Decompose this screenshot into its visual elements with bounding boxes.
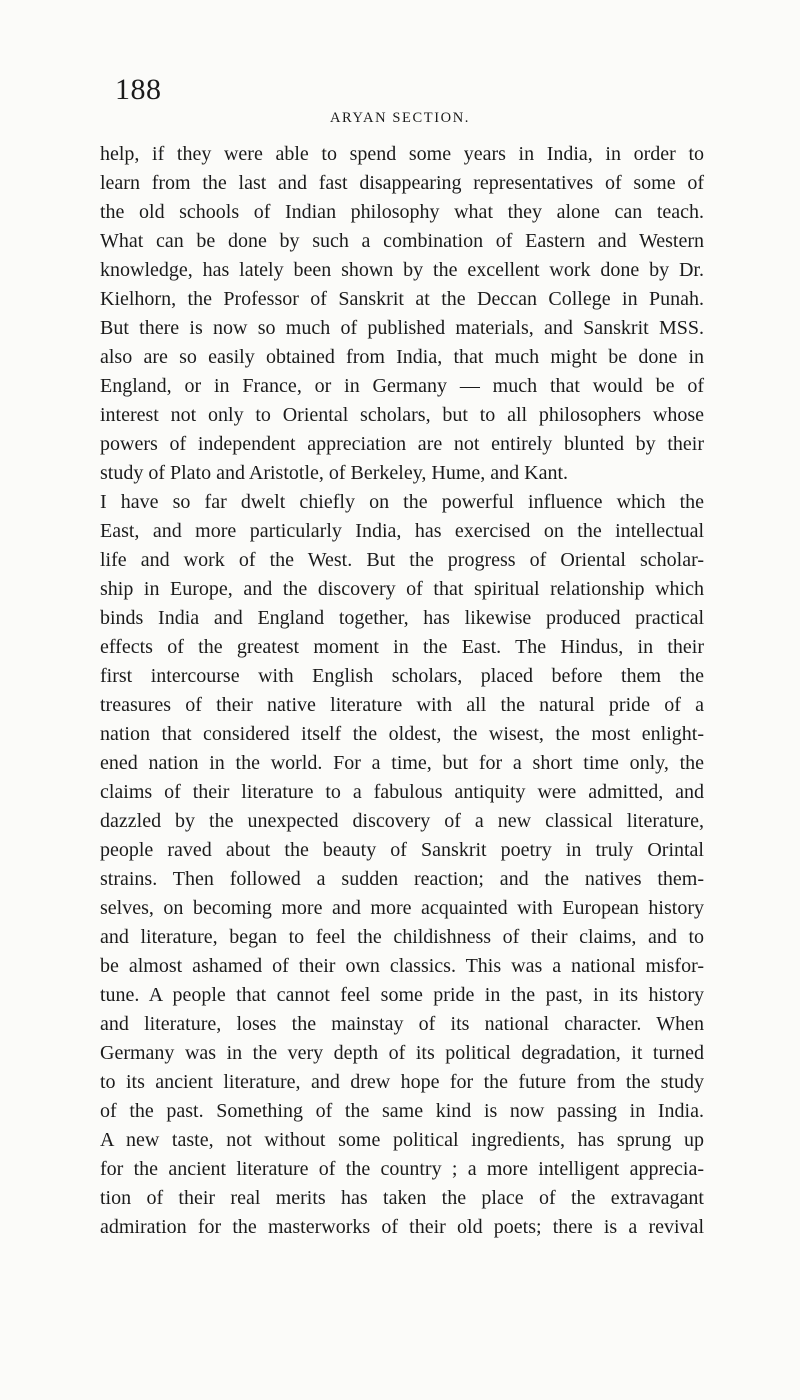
text-line: tune. A people that cannot feel some pride in the past, in its history [100, 984, 704, 1006]
text-line: and literature, loses the mainstay of its national character. When [100, 1013, 704, 1035]
text-line: interest not only to Oriental scholars, but to all philosophers whose [100, 404, 704, 426]
text-line: first intercourse with English scholars, placed before them the [100, 665, 704, 687]
page-number: 188 [115, 73, 162, 106]
text-line: But there is now so much of published materials, and Sanskrit MSS. [100, 317, 704, 339]
text-line: ened nation in the world. For a time, but for a short time only, the [100, 752, 704, 774]
text-line: dazzled by the unexpected discovery of a new classical literature, [100, 810, 704, 832]
text-line: powers of independent appreciation are not entirely blunted by their [100, 433, 704, 455]
text-line: ship in Europe, and the discovery of that spiritual relationship which [100, 578, 704, 600]
text-line: What can be done by such a combination of Eastern and Western [100, 230, 704, 252]
text-line: be almost ashamed of their own classics. This was a national misfor- [100, 955, 704, 977]
text-line: the old schools of Indian philosophy what they alone can teach. [100, 201, 704, 223]
running-head: ARYAN SECTION. [329, 110, 471, 126]
text-line: to its ancient literature, and drew hope for the future from the study [100, 1071, 704, 1093]
text-line: binds India and England together, has likewise produced practical [100, 607, 704, 629]
text-line: also are so easily obtained from India, that much might be done in [100, 346, 704, 368]
text-line: Kielhorn, the Professor of Sanskrit at the Deccan College in Punah. [100, 288, 704, 310]
text-line: help, if they were able to spend some years in India, in order to [100, 143, 704, 165]
text-line: and literature, began to feel the childishness of their claims, and to [100, 926, 704, 948]
text-line: treasures of their native literature with all the natural pride of a [100, 694, 704, 716]
text-line: study of Plato and Aristotle, of Berkeley, Hume, and Kant. [100, 462, 569, 484]
text-line: selves, on becoming more and more acquainted with European history [100, 897, 704, 919]
text-line: claims of their literature to a fabulous antiquity were admitted, and [100, 781, 704, 803]
body-text [100, 140, 704, 1242]
text-line: admiration for the masterworks of their old poets; there is a revival [100, 1216, 704, 1238]
text-line: East, and more particularly India, has exercised on the intellectual [100, 520, 704, 542]
text-line: A new taste, not without some political ingredients, has sprung up [100, 1129, 704, 1151]
text-line: strains. Then followed a sudden reaction; and the natives them- [100, 868, 704, 890]
text-line: learn from the last and fast disappearing representatives of some of [100, 172, 704, 194]
text-line: effects of the greatest moment in the East. The Hindus, in their [100, 636, 704, 658]
text-line: life and work of the West. But the progress of Oriental scholar- [100, 549, 704, 571]
text-line: of the past. Something of the same kind is now passing in India. [100, 1100, 704, 1122]
text-line: nation that considered itself the oldest, the wisest, the most enlight- [100, 723, 704, 745]
text-line: England, or in France, or in Germany — much that would be of [100, 375, 704, 397]
text-line: people raved about the beauty of Sanskrit poetry in truly Orintal [100, 839, 704, 861]
text-line: Germany was in the very depth of its political degradation, it turned [100, 1042, 704, 1064]
text-line: for the ancient literature of the country ; a more intelligent apprecia- [100, 1158, 704, 1180]
text-line: tion of their real merits has taken the place of the extravagant [100, 1187, 704, 1209]
text-line: knowledge, has lately been shown by the excellent work done by Dr. [100, 259, 704, 281]
text-line: I have so far dwelt chiefly on the powerful influence which the [100, 491, 704, 513]
